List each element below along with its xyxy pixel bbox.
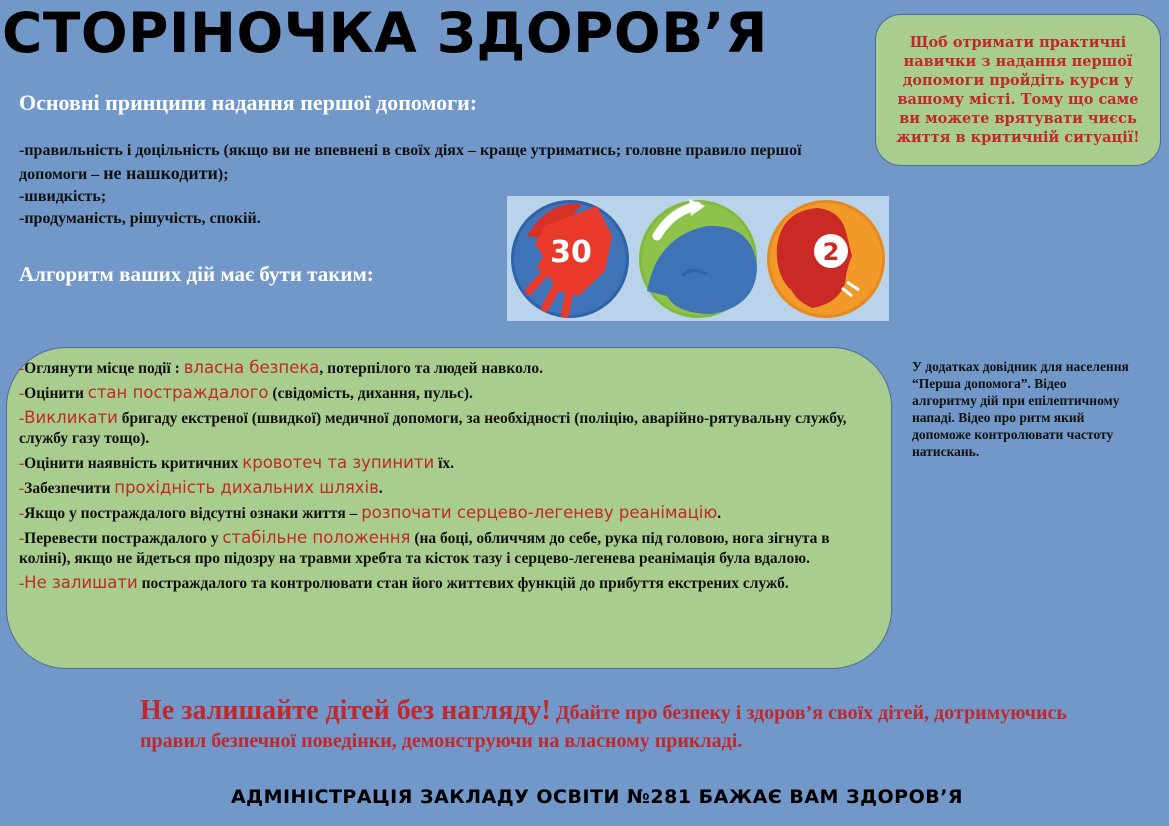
footer-message: АДМІНІСТРАЦІЯ ЗАКЛАДУ ОСВІТИ №281 БАЖАЄ ВАМ ЗДОРОВ’Я — [230, 786, 964, 808]
cpr-icons-svg — [507, 196, 889, 321]
head-tilt-icon — [639, 199, 757, 318]
hand-compression-icon — [511, 200, 629, 318]
step-3: -Викликати бригаду екстреної (швидкої) медичної допомоги, за необхідності (поліцію, аварійно-рятувальну службу, службу газу тощо). — [19, 408, 847, 447]
principles-heading: Основні принципи надання першої допомоги: — [19, 90, 478, 115]
step-5: -Забезпечити прохідність дихальних шляхів. — [19, 478, 383, 497]
principle-calm: -продуманість, рішучість, спокій. — [19, 210, 261, 227]
algorithm-steps — [6, 347, 892, 669]
principle-speed: -швидкість; — [19, 188, 107, 205]
step-1: -Оглянути місце події : власна безпека, потерпілого та людей навколо. — [19, 358, 543, 377]
cpr-illustration — [507, 196, 889, 321]
do-no-harm: не нашкодити — [103, 163, 218, 183]
algorithm-heading: Алгоритм ваших дій має бути таким: — [19, 262, 374, 286]
step-4: -Оцінити наявність критичних кровотеч та зупинити їх. — [19, 453, 455, 472]
step-6: -Якщо у постраждалого відсутні ознаки життя – розпочати серцево-легеневу реанімацію. — [19, 503, 722, 522]
step-2: -Оцінити стан постраждалого (свідомість, дихання, пульс). — [19, 383, 473, 402]
compressions-count: 30 — [550, 235, 592, 270]
warning-headline: Не залишайте дітей без нагляду! — [140, 695, 551, 726]
courses-notice-text: Щоб отримати практичні навички з надання першої допомоги пройдіть курси у вашому місті. Тому що саме ви можете врятувати чиєсь життя в критичній ситуації! — [896, 34, 1140, 146]
step-8: -Не залишати постраждалого та контролювати стан його життєвих функцій до прибуття екстрених служб. — [19, 573, 789, 592]
step-7: -Перевести постраждалого у стабільне положення (на боці, обличчям до себе, рука під головою, нога зігнута в коліні), якщо не йдеться про підозру на травми хребта та кісток тазу і серцево-легенева реанімація була вдалою. — [19, 528, 830, 567]
breaths-count: 2 — [822, 238, 840, 266]
child-safety-warning — [140, 697, 1130, 755]
warning-text: Дбайте про безпеку і здоров’я своїх дітей, дотримуючись правил безпечної поведінки, демонструючи на власному прикладі. — [140, 702, 1067, 752]
rescue-breath-icon — [767, 200, 885, 318]
principle-correctness: -правильність і доцільність (якщо ви не впевнені в своїх діях – краще утриматись; головне правило першої допомоги – не нашкодити); — [19, 142, 802, 183]
courses-notice — [875, 14, 1161, 166]
appendix-note: У додатках довідник для населення “Перша допомога”. Відео алгоритму дій при епілептичному нападі. Відео про ритм який допоможе контролювати частоту натискань. — [912, 359, 1129, 459]
page-title: СТОРІНОЧКА ЗДОРОВ’Я — [2, 1, 768, 65]
